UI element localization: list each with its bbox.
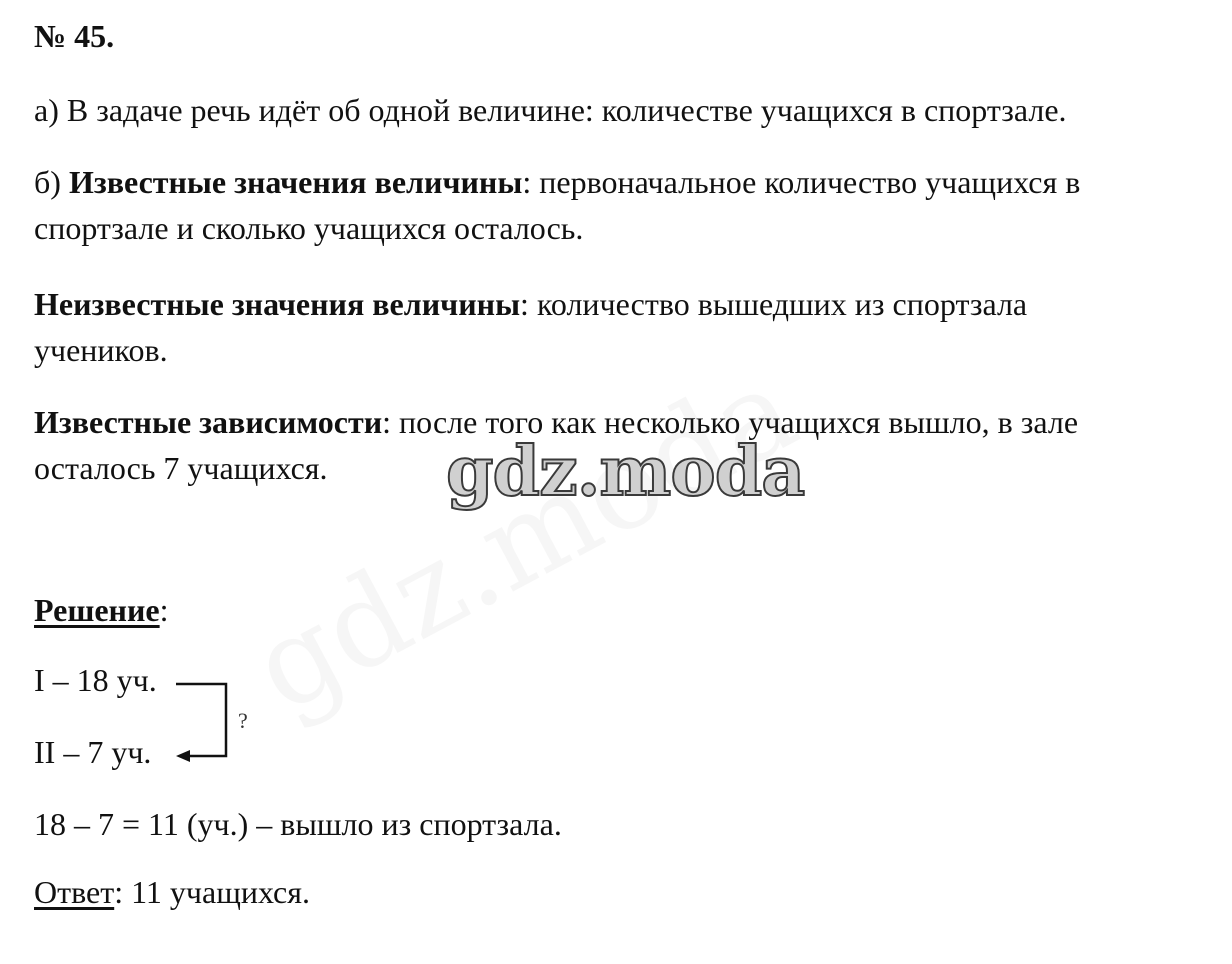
answer-label: Ответ — [34, 874, 115, 910]
answer-line — [34, 870, 310, 914]
gdz-moda-watermark: gdz.moda — [446, 432, 805, 512]
part-b-prefix: б) — [34, 164, 69, 200]
unknown-line-2: учеников. — [34, 332, 168, 368]
arrow-head-icon — [176, 750, 190, 762]
solution-heading-line — [34, 588, 169, 632]
difference-bracket-arrow — [170, 676, 270, 776]
unknown-line-1-rest: : количество вышедших из спортзала — [520, 286, 1028, 322]
solution-row-1: I – 18 уч. — [34, 662, 157, 698]
part-b-line-1-rest: : первоначальное количество учащихся в — [522, 164, 1081, 200]
unknown-values-label: Неизвестные значения величины — [34, 286, 521, 322]
dependencies-line-2: осталось 7 учащихся. — [34, 450, 328, 486]
known-dependencies-label: Известные зависимости — [34, 404, 383, 440]
solution-heading-colon: : — [159, 592, 169, 628]
bracket-line — [176, 684, 226, 756]
solution-heading: Решение — [34, 592, 160, 628]
solution-row-2: II – 7 уч. — [34, 734, 152, 770]
problem-number: № 45. — [34, 18, 115, 54]
question-mark: ? — [238, 708, 248, 733]
part-b-line-2: спортзале и сколько учащихся осталось. — [34, 210, 584, 246]
answer-value: : 11 учащихся. — [114, 874, 310, 910]
solution-equation: 18 – 7 = 11 (уч.) – вышло из спортзала. — [34, 806, 562, 842]
dependencies-line-1-rest: : после того как несколько учащихся вышло, в зале — [382, 404, 1079, 440]
part-a-text: а) В задаче речь идёт об одной величине: количестве учащихся в спортзале. — [34, 92, 1067, 128]
known-values-label: Известные значения величины — [68, 164, 523, 200]
unknown-line-1 — [34, 282, 1027, 326]
part-b-line-1 — [34, 160, 1080, 204]
